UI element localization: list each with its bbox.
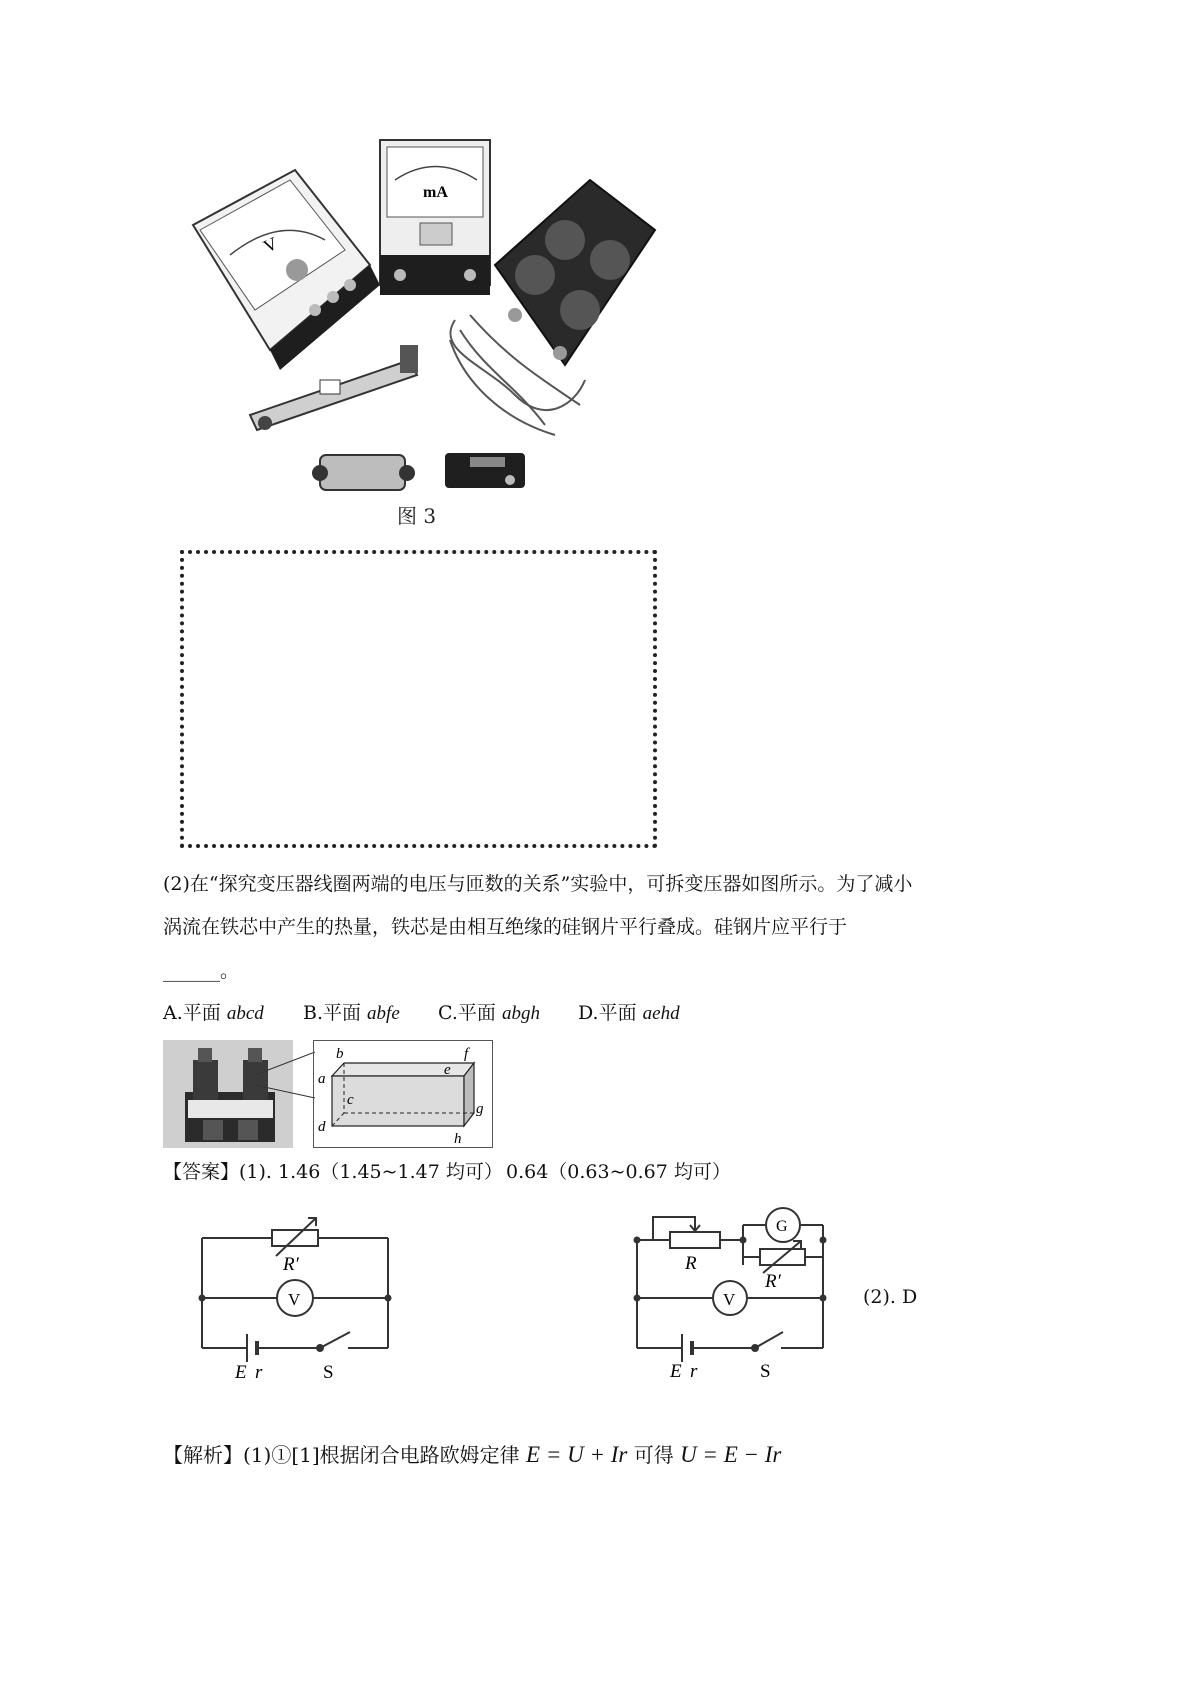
analysis-mid: 可得: [627, 1443, 674, 1467]
option-d-plane: aehd: [642, 1003, 680, 1024]
equipment-illustration: [185, 135, 665, 535]
analysis-eq-1: E = U + Ir: [526, 1442, 628, 1467]
analysis-line: [163, 1443, 781, 1466]
switch: [445, 453, 525, 488]
label-e: e: [444, 1062, 451, 1078]
c1-label-Rp: R′: [283, 1254, 299, 1275]
analysis-tag: 【解析】: [163, 1443, 243, 1467]
option-c[interactable]: [438, 1004, 540, 1023]
option-c-plane: abgh: [501, 1003, 540, 1024]
milliammeter-label: mA: [423, 184, 448, 201]
analysis-eq-2: U = E − Ir: [680, 1442, 782, 1467]
circuit-1: [190, 1210, 410, 1385]
option-c-prefix: C.平面: [438, 1002, 502, 1024]
voltmeter: [193, 170, 380, 370]
option-d[interactable]: [578, 1004, 680, 1023]
pointer-lines: [250, 1040, 320, 1100]
c2-label-E: E: [670, 1361, 682, 1382]
c2-label-Rp: R′: [765, 1271, 781, 1292]
voltmeter-label: V: [260, 233, 281, 257]
option-a-plane: abcd: [226, 1003, 264, 1024]
resistance-box: [495, 180, 655, 365]
label-d: d: [318, 1119, 326, 1135]
answer-part-1b: 0.64（0.63~0.67 均可）: [506, 1161, 731, 1183]
c1-label-V: V: [288, 1290, 301, 1309]
question-2-line-1: (2)在“探究变压器线圈两端的电压与匝数的关系”实验中，可拆变压器如图所示。为了减小: [163, 873, 913, 895]
option-b[interactable]: [303, 1004, 400, 1023]
circuit-2: [625, 1205, 835, 1385]
option-a[interactable]: [163, 1004, 264, 1023]
c1-label-r: r: [255, 1362, 263, 1383]
label-a: a: [318, 1071, 326, 1087]
answer-blank: ______。: [163, 960, 240, 982]
question-2-line-2: 涡流在铁芯中产生的热量，铁芯是由相互绝缘的硅钢片平行叠成。硅钢片应平行于: [163, 916, 848, 938]
label-g: g: [476, 1101, 484, 1117]
answer-drawing-box[interactable]: [180, 550, 657, 848]
label-c: c: [347, 1092, 354, 1108]
c2-label-G: G: [776, 1218, 788, 1235]
answer-part-2: (2). D: [863, 1286, 918, 1308]
c2-label-S: S: [760, 1361, 771, 1382]
option-d-prefix: D.平面: [578, 1002, 643, 1024]
label-b: b: [336, 1046, 344, 1062]
label-f: f: [464, 1046, 469, 1062]
c2-label-R: R: [685, 1253, 697, 1274]
option-b-plane: abfe: [367, 1003, 400, 1024]
milliammeter: [380, 140, 490, 295]
option-a-prefix: A.平面: [163, 1002, 227, 1024]
c1-label-E: E: [235, 1362, 247, 1383]
option-b-prefix: B.平面: [303, 1002, 368, 1024]
answer-part-1: (1). 1.46（1.45~1.47 均可）: [239, 1161, 503, 1183]
label-h: h: [454, 1131, 462, 1147]
answer-tag: 【答案】: [163, 1161, 240, 1183]
figure-3-caption: 图 3: [397, 504, 437, 528]
battery-holder: [312, 455, 415, 490]
c2-label-V: V: [723, 1290, 736, 1309]
figure-3: [185, 135, 665, 535]
answer-line: [163, 1163, 503, 1182]
c1-label-S: S: [323, 1362, 334, 1383]
iron-core-diagram: [313, 1040, 493, 1148]
c2-label-r: r: [690, 1361, 698, 1382]
analysis-text: (1)①[1]根据闭合电路欧姆定律: [243, 1443, 520, 1467]
